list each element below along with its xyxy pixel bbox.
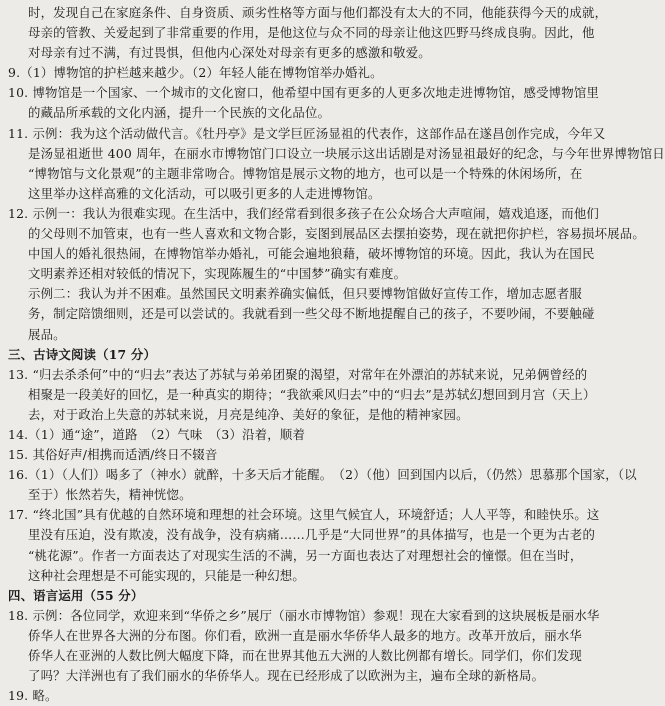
- text-line-09: “博物馆与文化景观”的主题非常吻合。博物馆是展示文物的地方，也可以是一个特殊的休闲场所，在: [28, 165, 583, 181]
- text-line-15: 示例二：我认为并不困难。虽然国民文明素养确实偏低，但只要博物馆做好宣传工作，增加志愿者服: [28, 286, 582, 302]
- section-heading-language: 四、语言运用（55 分）: [8, 587, 144, 603]
- text-line-12: 的父母则不加管束，也有一些人喜欢和文物合影，妄图到展品区去摆拍姿势，现在就把你护栏，容易损坏展品。: [28, 226, 645, 242]
- section-heading-poetry: 三、古诗文阅读（17 分）: [8, 346, 157, 362]
- answer-11: 11. 示例：我为这个活动做代言。《牡丹亭》是文学巨匠汤显祖的代表作，这部作品在遂昌创作完成，今年又: [8, 125, 606, 141]
- text-line-14: 文明素养还相对较低的情况下，实现陈履生的“中国梦”确实有难度。: [28, 266, 407, 282]
- text-line-17: 展品。: [28, 326, 66, 342]
- answer-17: 17. “终北国”具有优越的自然环境和理想的社会环境。这里气候宜人，环境舒适；人人平等，和睦快乐。这: [8, 507, 600, 523]
- text-line-08: 是汤显祖逝世 400 周年，在丽水市博物馆门口设立一块展示这出话剧是对汤显祖最好的纪念，与今年世界博物馆日: [28, 145, 665, 161]
- text-line-16: 务，制定陪馈细则，还是可以尝试的。我就看到一些父母不断地提醒自己的孩子，不要吵闹，不要触碰: [28, 306, 595, 322]
- text-line-20: 相聚是一段美好的回忆，是一种真实的期待；“我欲乘风归去”中的“归去”是苏轼幻想回到月宫（天上）: [28, 386, 596, 402]
- answer-12: 12. 示例一：我认为很难实现。在生活中，我们经常看到很多孩子在公众场合大声喧闹，嬉戏追逐，而他们: [8, 205, 600, 221]
- text-line-03: 对母亲有过不满，有过畏惧，但他内心深处对母亲有更多的感激和敬爱。: [28, 45, 431, 61]
- text-line-21: 去，对于政治上失意的苏轼来说，月亮是纯净、美好的象征，是他的精神家园。: [28, 406, 469, 422]
- text-line-10: 这里举办这样高雅的文化活动，可以吸引更多的人走进博物馆。: [28, 185, 381, 201]
- text-line-01: 时，发现自己在家庭条件、自身资质、顽劣性格等方面与他们都没有太大的不同，他能获得今天的成就，: [28, 5, 608, 20]
- text-line-06: 的藏品所承载的文化内涵，提升一个民族的文化品位。: [28, 105, 331, 121]
- text-line-34: 了吗？大洋洲也有了我们丽水的华侨华人。现在已经形成了以欧洲为主，遍布全球的新格局。: [28, 668, 545, 684]
- answer-16: 16.（1）（人们）喝多了（神水）就醉，十多天后才能醒。 （2）（他）回到国内以后，（仍然）思慕那个国家，（以: [8, 467, 637, 483]
- text-line-13: 中国人的婚礼很热闹，在博物馆举办婚礼，可能会遍地狼藉，破坏博物馆的环境。因此，我认为在国民: [28, 246, 595, 262]
- text-line-27: 里没有压迫，没有欺凌，没有战争，没有病痛……几乎是“大同世界”的具体描写，也是一个更为古老的: [28, 527, 596, 543]
- text-line-32: 侨华人在世界各大洲的分布图。你们看，欧洲一直是丽水华侨华人最多的地方。改革开放后，丽水华: [28, 627, 582, 643]
- answer-14: 14.（1）通“途”，道路 （2）气味 （3）沿着，顺着: [8, 426, 306, 442]
- text-line-25: 至于）怅然若失，精神恍惚。: [28, 487, 192, 503]
- answer-18: 18. 示例：各位同学，欢迎来到“华侨之乡”展厅（丽水市博物馆）参观！现在大家看到的这块展板是丽水华: [8, 607, 600, 623]
- text-line-29: 这种社会理想是不可能实现的，只能是一种幻想。: [28, 567, 305, 583]
- answer-13: 13. “归去杀杀何”中的“归去”表达了苏轼与弟弟团聚的渴望，对常年在外漂泊的苏轼来说，兄弟俩曾经的: [8, 366, 588, 382]
- text-line-02: 母亲的管教、关爱起到了非常重要的作用，是他这位与众不同的母亲让他这匹野马终成良驹。因此，他: [28, 25, 595, 41]
- answer-10: 10. 博物馆是一个国家、一个城市的文化窗口，他希望中国有更多的人更多次地走进博物馆，感受博物馆里: [8, 85, 600, 101]
- answer-9: 9.（1）博物馆的护栏越来越少。（2）年轻人能在博物馆举办婚礼。: [8, 65, 383, 81]
- text-line-28: “桃花源”。作者一方面表达了对现实生活的不满，另一方面也表达了对理想社会的憧憬。但在当时，: [28, 547, 583, 563]
- answer-19: 19. 略。: [8, 688, 58, 704]
- text-line-33: 侨华人在亚洲的人数比例大幅度下降，而在世界其他五大洲的人数比例都有增长。同学们，你们发现: [28, 648, 582, 663]
- answer-15: 15. 其俗好声/相携而适洒/终日不辍音: [8, 447, 218, 463]
